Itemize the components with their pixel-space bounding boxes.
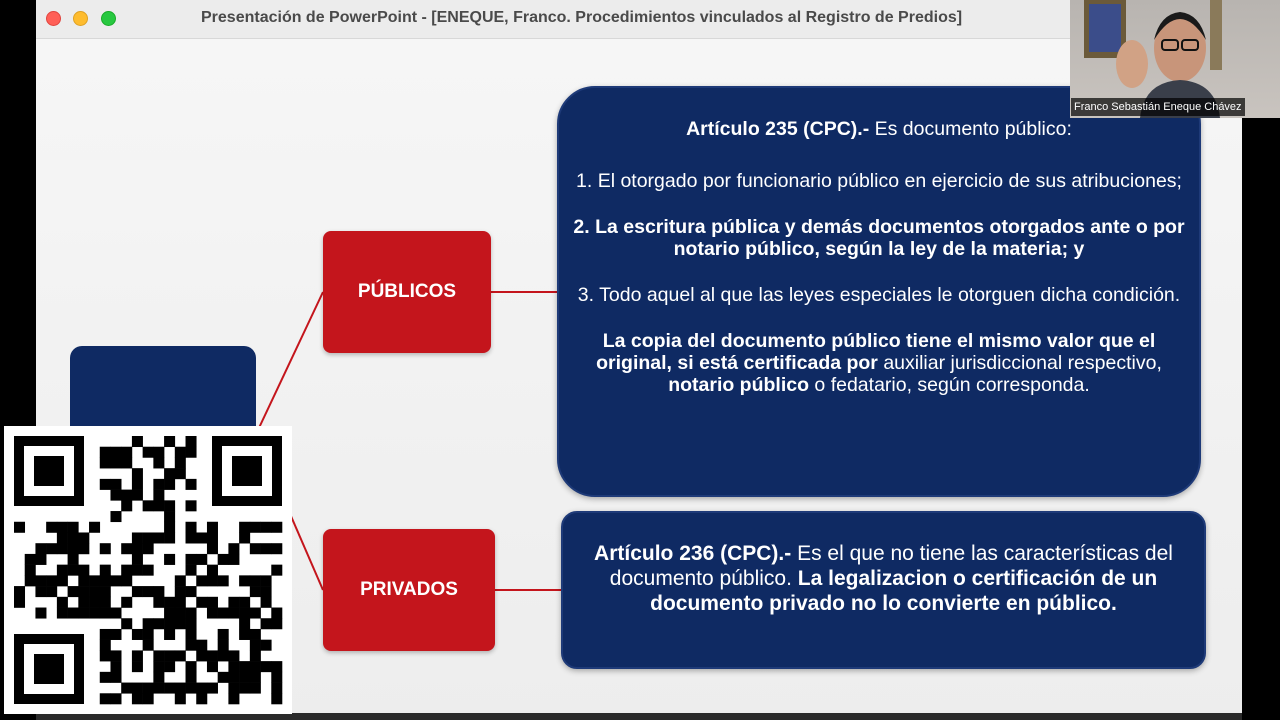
qr-module <box>239 618 250 629</box>
qr-module <box>110 608 121 619</box>
qr-module <box>57 565 68 576</box>
qr-module <box>239 608 250 619</box>
qr-module <box>271 683 282 694</box>
qr-module <box>143 629 154 640</box>
qr-module <box>164 554 175 565</box>
qr-module <box>78 597 89 608</box>
qr-module <box>164 436 175 447</box>
qr-module <box>100 479 111 490</box>
qr-module <box>261 543 272 554</box>
qr-module <box>100 586 111 597</box>
qr-module <box>132 554 143 565</box>
qr-module <box>153 618 164 629</box>
qr-module <box>110 479 121 490</box>
qr-module <box>250 661 261 672</box>
qr-module <box>261 661 272 672</box>
qr-module <box>228 650 239 661</box>
qr-module <box>121 597 132 608</box>
qr-module <box>78 543 89 554</box>
qr-module <box>153 447 164 458</box>
qr-module <box>78 608 89 619</box>
qr-module <box>239 672 250 683</box>
qr-module <box>196 554 207 565</box>
qr-module <box>271 618 282 629</box>
qr-module <box>153 661 164 672</box>
qr-module <box>164 479 175 490</box>
qr-module <box>46 575 57 586</box>
qr-module <box>78 586 89 597</box>
qr-module <box>14 597 25 608</box>
qr-module <box>89 586 100 597</box>
qr-module <box>186 565 197 576</box>
qr-module <box>100 565 111 576</box>
qr-module <box>239 661 250 672</box>
qr-module <box>164 618 175 629</box>
qr-module <box>110 457 121 468</box>
qr-module <box>46 543 57 554</box>
qr-module <box>121 457 132 468</box>
qr-module <box>175 608 186 619</box>
qr-module <box>153 490 164 501</box>
publicos-label: PÚBLICOS <box>357 281 457 302</box>
qr-module <box>68 522 79 533</box>
qr-module <box>68 586 79 597</box>
qr-module <box>261 522 272 533</box>
qr-module <box>250 683 261 694</box>
qr-module <box>132 650 143 661</box>
window-title: Presentación de PowerPoint - [ENEQUE, Franco. Procedimientos vinculados al Registro de Predios] <box>201 9 963 26</box>
publicos-box <box>323 231 491 353</box>
qr-module <box>143 683 154 694</box>
qr-module <box>186 629 197 640</box>
article-235-item-3: 3. Todo aquel al que las leyes especiales le otorguen dicha condición. <box>577 284 1181 306</box>
qr-module <box>186 661 197 672</box>
qr-module <box>196 597 207 608</box>
qr-module <box>132 693 143 704</box>
qr-module <box>164 650 175 661</box>
qr-module <box>153 683 164 694</box>
qr-module <box>143 586 154 597</box>
privados-box <box>323 529 495 651</box>
qr-module <box>57 522 68 533</box>
qr-module <box>207 532 218 543</box>
qr-module <box>100 447 111 458</box>
qr-module <box>164 511 175 522</box>
qr-module <box>239 683 250 694</box>
qr-module <box>175 618 186 629</box>
qr-module <box>175 597 186 608</box>
qr-module <box>207 683 218 694</box>
qr-module <box>239 522 250 533</box>
qr-module <box>261 597 272 608</box>
qr-module <box>35 554 46 565</box>
qr-module <box>250 575 261 586</box>
qr-module <box>164 683 175 694</box>
qr-module <box>132 543 143 554</box>
qr-module <box>153 650 164 661</box>
qr-module <box>153 597 164 608</box>
qr-module <box>228 543 239 554</box>
qr-module <box>228 597 239 608</box>
qr-module <box>207 575 218 586</box>
qr-module <box>218 629 229 640</box>
qr-module <box>228 554 239 565</box>
qr-module <box>207 565 218 576</box>
qr-module <box>143 693 154 704</box>
qr-module <box>78 532 89 543</box>
qr-module <box>57 575 68 586</box>
qr-module <box>153 479 164 490</box>
qr-module <box>110 693 121 704</box>
qr-module <box>110 661 121 672</box>
qr-module <box>207 661 218 672</box>
qr-module <box>228 683 239 694</box>
qr-module <box>228 693 239 704</box>
qr-module <box>239 629 250 640</box>
qr-module <box>261 640 272 651</box>
qr-module <box>250 543 261 554</box>
qr-module <box>175 468 186 479</box>
participant-name-label: Franco Sebastián Eneque Chávez <box>1071 98 1245 116</box>
qr-module <box>239 597 250 608</box>
qr-module <box>46 522 57 533</box>
qr-module <box>218 554 229 565</box>
qr-module <box>68 608 79 619</box>
qr-module <box>121 618 132 629</box>
qr-module <box>164 522 175 533</box>
qr-module <box>68 532 79 543</box>
qr-module <box>57 597 68 608</box>
qr-module <box>110 672 121 683</box>
qr-module <box>175 457 186 468</box>
qr-module <box>25 554 36 565</box>
qr-module <box>175 447 186 458</box>
qr-module <box>186 683 197 694</box>
article-235-copy-note: La copia del documento público tiene el mismo valor que el original, si está certificada por auxiliar jurisdiccional respectivo, notario público o fedatario, según corresponda. <box>596 330 1162 396</box>
qr-module <box>57 608 68 619</box>
qr-module <box>186 640 197 651</box>
connector-root-publicos <box>258 292 323 430</box>
qr-module <box>132 661 143 672</box>
qr-module <box>89 608 100 619</box>
qr-module <box>78 565 89 576</box>
qr-module <box>271 543 282 554</box>
qr-module <box>186 672 197 683</box>
qr-module <box>121 565 132 576</box>
qr-module <box>110 511 121 522</box>
qr-module <box>218 575 229 586</box>
qr-module <box>121 447 132 458</box>
qr-module <box>57 543 68 554</box>
qr-module <box>35 608 46 619</box>
qr-module <box>100 693 111 704</box>
qr-module <box>175 575 186 586</box>
qr-module <box>228 661 239 672</box>
qr-module <box>250 672 261 683</box>
qr-module <box>110 650 121 661</box>
qr-module <box>261 586 272 597</box>
qr-module <box>132 683 143 694</box>
qr-module <box>132 629 143 640</box>
qr-code-graphic <box>4 426 292 714</box>
article-236-box <box>561 511 1206 669</box>
qr-module <box>78 575 89 586</box>
qr-module <box>228 672 239 683</box>
qr-module <box>271 522 282 533</box>
qr-module <box>121 490 132 501</box>
qr-module <box>218 608 229 619</box>
qr-module <box>250 522 261 533</box>
qr-module <box>68 554 79 565</box>
article-236-bold-text: La legalizacion o certificación de un documento privado no lo convierte en público. <box>650 567 1158 615</box>
qr-module <box>89 575 100 586</box>
qr-module <box>110 447 121 458</box>
qr-code-icon[interactable] <box>4 426 292 714</box>
qr-module <box>196 640 207 651</box>
qr-module <box>164 532 175 543</box>
qr-module <box>143 500 154 511</box>
qr-module <box>100 650 111 661</box>
article-235-box <box>557 86 1201 497</box>
qr-module <box>143 447 154 458</box>
qr-module <box>100 640 111 651</box>
qr-module <box>100 457 111 468</box>
qr-module <box>218 672 229 683</box>
qr-module <box>132 468 143 479</box>
qr-module <box>271 608 282 619</box>
qr-module <box>100 575 111 586</box>
qr-module <box>196 693 207 704</box>
article-236-heading: Artículo 236 (CPC).- <box>594 542 792 565</box>
qr-module <box>239 575 250 586</box>
qr-module <box>89 522 100 533</box>
qr-module <box>175 586 186 597</box>
qr-module <box>218 640 229 651</box>
qr-module <box>132 586 143 597</box>
qr-module <box>207 543 218 554</box>
qr-module <box>250 640 261 651</box>
qr-module <box>175 683 186 694</box>
qr-module <box>186 479 197 490</box>
qr-module <box>25 565 36 576</box>
qr-module <box>100 608 111 619</box>
qr-module <box>196 532 207 543</box>
qr-module <box>175 650 186 661</box>
qr-module <box>68 543 79 554</box>
qr-module <box>271 693 282 704</box>
qr-module <box>121 543 132 554</box>
qr-module <box>110 575 121 586</box>
qr-module <box>207 608 218 619</box>
article-235-item-1: 1. El otorgado por funcionario público en ejercicio de sus atribuciones; <box>576 170 1182 192</box>
qr-module <box>143 532 154 543</box>
qr-module <box>132 565 143 576</box>
qr-module <box>239 532 250 543</box>
qr-module <box>186 522 197 533</box>
qr-module <box>261 575 272 586</box>
qr-module <box>143 618 154 629</box>
qr-module <box>35 575 46 586</box>
qr-module <box>121 683 132 694</box>
qr-module <box>164 608 175 619</box>
qr-module <box>100 597 111 608</box>
qr-module <box>271 661 282 672</box>
qr-module <box>89 597 100 608</box>
qr-module <box>121 575 132 586</box>
qr-module <box>271 672 282 683</box>
qr-module <box>132 436 143 447</box>
qr-module <box>25 575 36 586</box>
qr-module <box>207 597 218 608</box>
article-235-item-2: 2. La escritura pública y demás documentos otorgados ante o por notario público, según la ley de la materia; y <box>573 216 1185 260</box>
qr-module <box>186 554 197 565</box>
qr-module <box>218 650 229 661</box>
qr-module <box>14 522 25 533</box>
qr-module <box>186 436 197 447</box>
qr-module <box>100 543 111 554</box>
qr-module <box>110 490 121 501</box>
qr-module <box>164 500 175 511</box>
qr-module <box>110 629 121 640</box>
qr-module <box>250 629 261 640</box>
qr-module <box>186 608 197 619</box>
qr-module <box>153 672 164 683</box>
qr-module <box>164 597 175 608</box>
qr-module <box>207 650 218 661</box>
qr-module <box>196 650 207 661</box>
qr-module <box>207 522 218 533</box>
qr-module <box>186 618 197 629</box>
qr-module <box>164 629 175 640</box>
qr-module <box>196 683 207 694</box>
qr-module <box>186 500 197 511</box>
qr-module <box>143 543 154 554</box>
qr-module <box>153 586 164 597</box>
qr-module <box>132 490 143 501</box>
qr-module <box>250 650 261 661</box>
qr-module <box>132 532 143 543</box>
qr-module <box>164 468 175 479</box>
qr-module <box>35 543 46 554</box>
qr-module <box>153 457 164 468</box>
qr-module <box>100 629 111 640</box>
qr-module <box>143 640 154 651</box>
privados-label: PRIVADOS <box>360 579 458 600</box>
qr-module <box>14 586 25 597</box>
article-235-heading: Artículo 235 (CPC).- Es documento público: <box>686 118 1072 140</box>
qr-module <box>57 532 68 543</box>
qr-module <box>143 565 154 576</box>
qr-module <box>186 532 197 543</box>
qr-module <box>153 532 164 543</box>
qr-module <box>196 575 207 586</box>
qr-module <box>46 586 57 597</box>
qr-module <box>132 479 143 490</box>
qr-module <box>186 447 197 458</box>
qr-module <box>121 500 132 511</box>
qr-module <box>261 618 272 629</box>
qr-module <box>271 565 282 576</box>
qr-module <box>250 608 261 619</box>
qr-module <box>228 608 239 619</box>
qr-module <box>175 693 186 704</box>
qr-module <box>164 661 175 672</box>
qr-module <box>100 672 111 683</box>
qr-module <box>186 586 197 597</box>
article-236-text: Es el que no tiene las características del documento público. <box>609 542 1173 590</box>
qr-module <box>35 586 46 597</box>
qr-module <box>68 565 79 576</box>
qr-module <box>153 500 164 511</box>
qr-module <box>250 586 261 597</box>
